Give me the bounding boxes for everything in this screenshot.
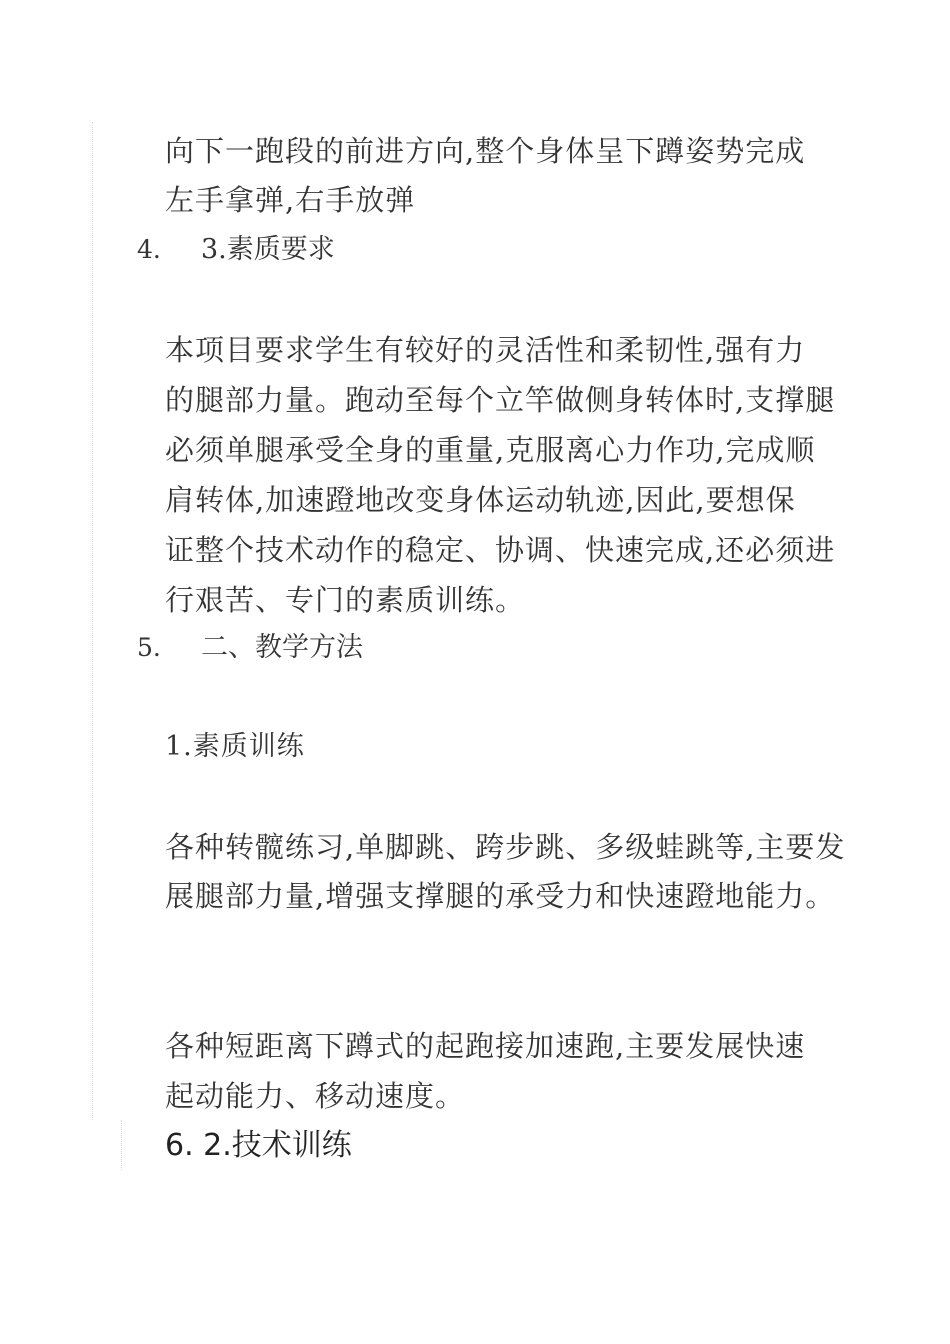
paragraph-line: 各种转髋练习,单脚跳、跨步跳、多级蛙跳等,主要发 bbox=[165, 830, 846, 864]
paragraph-line: 证整个技术动作的稳定、协调、快速完成,还必须进 bbox=[165, 533, 836, 567]
list-number: 5. bbox=[137, 633, 161, 662]
paragraph-line: 各种短距离下蹲式的起跑接加速跑,主要发展快速 bbox=[165, 1029, 806, 1063]
list-number: 4. bbox=[137, 235, 161, 264]
paragraph-line: 起动能力、移动速度。 bbox=[165, 1079, 466, 1113]
margin-rule bbox=[92, 122, 93, 1120]
section-heading: 二、教学方法 bbox=[201, 632, 363, 663]
paragraph-line: 的腿部力量。跑动至每个立竿做侧身转体时,支撑腿 bbox=[165, 383, 836, 417]
paragraph-line: 左手拿弹,右手放弹 bbox=[165, 183, 416, 217]
section-heading: 3.素质要求 bbox=[201, 234, 335, 265]
paragraph-line: 必须单腿承受全身的重量,克服离心力作功,完成顺 bbox=[165, 433, 816, 467]
paragraph-line: 向下一跑段的前进方向,整个身体呈下蹲姿势完成 bbox=[165, 134, 806, 168]
subheading: 1.素质训练 bbox=[165, 731, 305, 762]
margin-rule-lower bbox=[121, 1120, 122, 1170]
paragraph-line: 行艰苦、专门的素质训练。 bbox=[165, 583, 526, 617]
paragraph-line: 本项目要求学生有较好的灵活性和柔韧性,强有力 bbox=[165, 333, 806, 367]
section-heading: 6. 2.技术训练 bbox=[165, 1128, 352, 1163]
paragraph-line: 展腿部力量,增强支撑腿的承受力和快速蹬地能力。 bbox=[165, 879, 836, 913]
paragraph-line: 肩转体,加速蹬地改变身体运动轨迹,因此,要想保 bbox=[165, 483, 796, 517]
